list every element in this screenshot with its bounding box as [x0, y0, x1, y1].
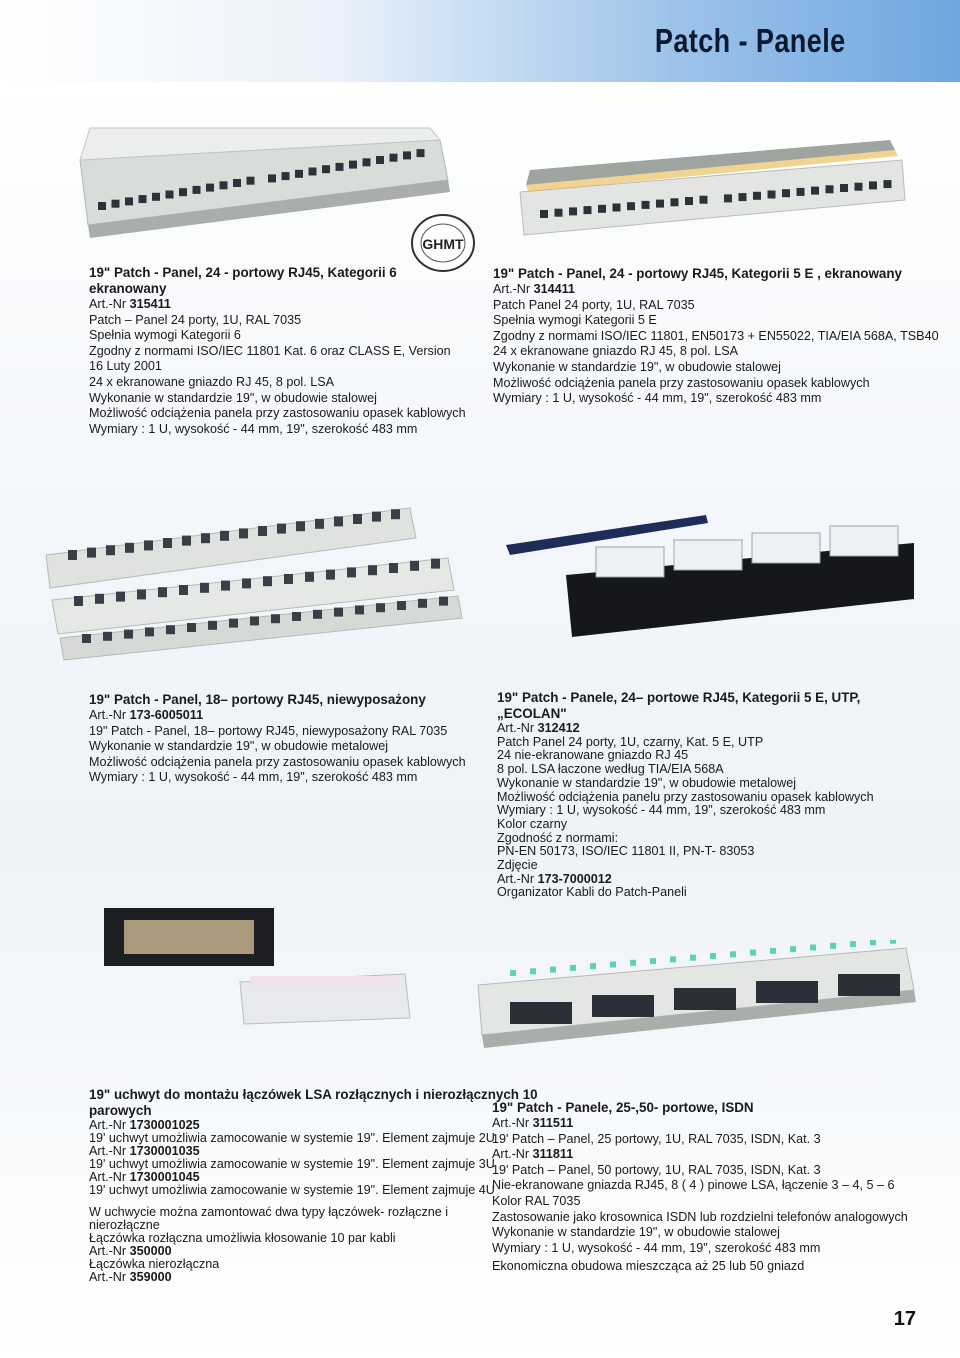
rj45-port	[598, 205, 606, 213]
status-led	[650, 958, 656, 964]
rj45-port	[390, 154, 398, 162]
lsa-module	[752, 533, 820, 563]
rj45-port	[403, 151, 411, 159]
spec-line: 8 pol. LSA łaczone według TIA/EIA 568A	[497, 762, 724, 777]
spec-line: Spełnia wymogi Kategorii 5 E	[493, 313, 657, 328]
spec-line: Zgodność z normami:	[497, 830, 619, 845]
spec-line: Zgodny z normami ISO/IEC 11801, EN50173 + EN55022, TIA/EIA 568A, TSB40	[493, 328, 939, 343]
keystone-slot	[334, 516, 343, 526]
keystone-slot	[74, 596, 83, 606]
rj45-port	[193, 186, 201, 194]
rj45-port	[753, 192, 761, 200]
keystone-slot	[166, 625, 175, 634]
spec-line: Łączówka nierozłączna	[89, 1257, 220, 1272]
status-led	[610, 962, 616, 968]
lsa-module	[830, 526, 898, 556]
spec-line: 24 nie-ekranowane gniazdo RJ 45	[497, 748, 689, 763]
keystone-slot	[389, 563, 398, 573]
spec-line: Możliwość odciążenia panelu przy zastosowaniu opasek kablowych	[497, 789, 874, 804]
status-led	[850, 941, 856, 947]
rj45-port	[840, 184, 848, 192]
status-led	[550, 967, 556, 973]
status-led	[710, 953, 716, 959]
rj45-port	[627, 202, 635, 210]
spec-line: 19" Patch - Panel, 18– portowy RJ45, niewyposażony RAL 7035	[89, 723, 448, 738]
keystone-slot	[284, 574, 293, 584]
rj45-port-group	[838, 974, 900, 996]
product-block-173-6005011	[89, 692, 466, 786]
keystone-slot	[271, 614, 280, 623]
lsa-module	[674, 540, 742, 570]
rj45-port	[282, 172, 290, 180]
rj45-port	[309, 168, 317, 176]
product-block-315411	[89, 265, 466, 437]
keystone-slot	[87, 548, 96, 558]
product-title: 19" Patch - Panel, 24 - portowy RJ45, Kategorii 5 E , ekranowany	[493, 266, 902, 281]
status-led	[570, 965, 576, 971]
keystone-slot	[158, 587, 167, 597]
rj45-port	[152, 193, 160, 201]
product-image-ecolan-panel	[496, 505, 920, 645]
keystone-slot	[353, 514, 362, 524]
rj45-port-group	[592, 995, 654, 1017]
keystone-slot	[163, 538, 172, 548]
keystone-slot	[418, 599, 427, 608]
rj45-port	[336, 163, 344, 171]
spec-line: Możliwość odciążenia panela przy zastosowaniu opasek kablowych	[493, 375, 870, 390]
spec-line: Możliwość odciążenia panela przy zastosowaniu opasek kablowych	[89, 406, 466, 421]
product-image-lsa-holder	[100, 900, 430, 1030]
rj45-port	[569, 207, 577, 215]
keystone-slot	[239, 528, 248, 538]
spec-line: Wymiary : 1 U, wysokość - 44 mm, 19", szerokość 483 mm	[89, 421, 418, 436]
spec-line: Patch – Panel 24 porty, 1U, RAL 7035	[89, 312, 302, 327]
spec-line: Możliwość odciążenia panela przy zastosowaniu opasek kablowych	[89, 754, 466, 769]
rj45-port	[739, 193, 747, 201]
keystone-slot	[250, 616, 259, 625]
keystone-slot	[431, 559, 440, 569]
keystone-slot	[200, 583, 209, 593]
product-image-cat5e-panel	[510, 130, 910, 245]
product-block-312412	[497, 690, 874, 900]
spec-line: Kolor RAL 7035	[492, 1193, 581, 1208]
keystone-slot	[187, 623, 196, 632]
product-image-isdn-panel	[470, 940, 920, 1055]
spec-line: 19' uchwyt umożliwia zamocowanie w systemie 19". Element zajmuje 2U	[89, 1130, 495, 1145]
rj45-port	[797, 188, 805, 196]
rj45-port	[206, 184, 214, 192]
spec-line: Wymiary : 1 U, wysokość - 44 mm, 19", szerokość 483 mm	[493, 391, 822, 406]
rj45-port	[685, 197, 693, 205]
rj45-port	[884, 180, 892, 188]
product-block-isdn	[492, 1100, 908, 1275]
article-number: Art.-Nr 314411	[493, 282, 575, 296]
spec-line: 24 x ekranowane gniazdo RJ 45, 8 pol. LSA	[89, 374, 335, 389]
product-block-314411	[493, 266, 939, 407]
rj45-port	[376, 156, 384, 164]
keystone-slot	[208, 621, 217, 630]
article-number: Art.-Nr 312412	[497, 721, 580, 735]
keystone-slot	[313, 610, 322, 619]
keystone-slot	[368, 565, 377, 575]
keystone-slot	[439, 597, 448, 606]
spec-line: 24 x ekranowane gniazdo RJ 45, 8 pol. LSA	[493, 344, 739, 359]
status-led	[670, 956, 676, 962]
article-number: Art.-Nr 359000	[89, 1269, 172, 1284]
keystone-slot	[277, 524, 286, 534]
status-led	[830, 943, 836, 949]
product-title: 19" uchwyt do montażu łączówek LSA rozłącznych i nierozłącznych 10	[89, 1087, 538, 1102]
article-number: Art.-Nr 173-6005011	[89, 708, 204, 722]
keystone-slot	[391, 509, 400, 519]
product-title-cont: parowych	[89, 1103, 152, 1118]
spec-line: Wykonanie w standardzie 19", w obudowie metalowej	[89, 739, 389, 754]
status-led	[810, 945, 816, 951]
status-led	[790, 946, 796, 952]
rj45-port	[700, 196, 708, 204]
rj45-port	[363, 158, 371, 166]
keystone-slot	[182, 536, 191, 546]
rj45-port	[555, 209, 563, 217]
article-number: Art.-Nr 311811	[492, 1147, 574, 1162]
page-number: 17	[893, 1308, 916, 1330]
keystone-slot	[305, 572, 314, 582]
status-led	[870, 940, 876, 945]
rj45-port-group	[674, 988, 736, 1010]
product-block-lsa-holder	[89, 1087, 538, 1284]
spec-line: nierozłączne	[89, 1218, 160, 1233]
article-number: Art.-Nr 350000	[89, 1244, 172, 1259]
status-led	[530, 968, 536, 974]
keystone-slot	[220, 531, 229, 541]
spec-line: Łączówka rozłączna umożliwia kłosowanie 10 par kabli	[89, 1231, 396, 1246]
spec-line: Patch Panel 24 porty, 1U, czarny, Kat. 5 E, UTP	[497, 734, 764, 749]
rj45-port	[724, 194, 732, 202]
spec-line: PN-EN 50173, ISO/IEC 11801 II, PN-T- 83053	[497, 844, 755, 859]
keystone-slot	[95, 594, 104, 604]
spec-line: 16 Luty 2001	[89, 359, 162, 374]
keystone-slot	[125, 543, 134, 553]
rj45-port	[268, 174, 276, 182]
article-number: Art.-Nr 315411	[89, 297, 171, 311]
keystone-slot	[229, 619, 238, 628]
keystone-slot	[355, 605, 364, 614]
rj45-port	[656, 200, 664, 208]
keystone-slot	[296, 521, 305, 531]
keystone-slot	[201, 533, 210, 543]
rj45-port	[768, 191, 776, 199]
spec-line: 19' uchwyt umożliwia zamocowanie w systemie 19". Element zajmuje 4U	[89, 1182, 495, 1197]
rj45-port	[125, 197, 133, 205]
spec-line: Wykonanie w standardzie 19", w obudowie stalowej	[493, 359, 781, 374]
rj45-port	[98, 202, 106, 210]
spec-line: Nie-ekranowane gniazda RJ45, 8 ( 4 ) pinowe LSA, łączenie 3 – 4, 5 – 6	[492, 1178, 895, 1193]
product-image-18port-panel	[38, 500, 468, 670]
keystone-slot	[103, 632, 112, 641]
product-image-cat6-panel	[70, 120, 460, 250]
keystone-slot	[334, 608, 343, 617]
keystone-slot	[263, 576, 272, 586]
page-title: Patch - Panele	[655, 22, 846, 59]
lsa-module	[596, 547, 664, 577]
article-number: Art.-Nr 1730001035	[89, 1143, 200, 1158]
article-number: Art.-Nr 311511	[492, 1116, 574, 1130]
keystone-slot	[124, 630, 133, 639]
spec-line: Wymiary : 1 U, wysokość - 44 mm, 19", szerokość 483 mm	[497, 803, 826, 818]
keystone-slot	[68, 550, 77, 560]
keystone-slot	[145, 627, 154, 636]
keystone-slot	[144, 540, 153, 550]
rj45-port	[811, 187, 819, 195]
spec-line: Wykonanie w standardzie 19", w obudowie stalowej	[492, 1225, 780, 1240]
article-number: Art.-Nr 1730001025	[89, 1118, 200, 1132]
rj45-port	[322, 165, 330, 173]
spec-line: Ekonomiczna obudowa mieszcząca aż 25 lub 50 gniazd	[492, 1259, 805, 1274]
keystone-slot	[116, 592, 125, 602]
rj45-port	[220, 181, 228, 189]
status-led	[630, 960, 636, 966]
rj45-port	[179, 188, 187, 196]
status-led	[770, 948, 776, 954]
product-title: 19" Patch - Panele, 24– portowe RJ45, Kategorii 5 E, UTP,	[497, 690, 861, 705]
rj45-port-group	[756, 981, 818, 1003]
keystone-slot	[347, 567, 356, 577]
product-title-cont: ekranowany	[89, 281, 167, 296]
spec-line: Wymiary : 1 U, wysokość - 44 mm, 19", szerokość 483 mm	[89, 770, 418, 785]
spec-line: Zastosowanie jako krosownica ISDN lub rozdzielni telefonów analogowych	[492, 1209, 908, 1224]
keystone-slot	[106, 545, 115, 555]
rj45-port-group	[510, 1002, 572, 1024]
rj45-port	[139, 195, 147, 203]
rj45-port	[671, 198, 679, 206]
rj45-port	[869, 181, 877, 189]
keystone-slot	[372, 512, 381, 522]
status-led	[510, 970, 516, 976]
spec-line: Spełnia wymogi Kategorii 6	[89, 328, 241, 343]
keystone-slot	[376, 603, 385, 612]
rj45-port	[112, 200, 120, 208]
keystone-slot	[242, 578, 251, 588]
keystone-slot	[410, 561, 419, 571]
keystone-slot	[179, 585, 188, 595]
spec-line: Organizator Kabli do Patch-Paneli	[497, 885, 687, 900]
spec-line: Wykonanie w standardzie 19", w obudowie metalowej	[497, 775, 797, 790]
keystone-slot	[82, 634, 91, 643]
spec-line: Wykonanie w standardzie 19", w obudowie stalowej	[89, 390, 377, 405]
rj45-port	[826, 185, 834, 193]
keystone-slot	[258, 526, 267, 536]
keystone-slot	[292, 612, 301, 621]
spec-line: Patch Panel 24 porty, 1U, RAL 7035	[493, 297, 695, 312]
spec-line: 19' uchwyt umożliwia zamocowanie w systemie 19". Element zajmuje 3U	[89, 1156, 495, 1171]
article-number: Art.-Nr 173-7000012	[497, 871, 612, 886]
spec-line: 19' Patch – Panel, 25 portowy, 1U, RAL 7035, ISDN, Kat. 3	[492, 1131, 821, 1146]
rj45-port	[233, 179, 241, 187]
rj45-port	[613, 204, 621, 212]
spec-line: W uchwycie można zamontować dwa typy łączówek- rozłączne i	[89, 1205, 449, 1220]
logo-text: GHMT	[422, 236, 464, 252]
status-led	[890, 940, 896, 944]
product-title: 19" Patch - Panel, 24 - portowy RJ45, Kategorii 6	[89, 265, 397, 280]
rj45-port	[349, 161, 357, 169]
rj45-port	[247, 177, 255, 185]
keystone-slot	[397, 601, 406, 610]
product-title: 19" Patch - Panele, 25-,50- portowe, ISDN	[492, 1100, 754, 1115]
status-led	[590, 963, 596, 969]
rj45-port	[295, 170, 303, 178]
keystone-slot	[137, 589, 146, 599]
keystone-slot	[326, 570, 335, 580]
rj45-port	[584, 206, 592, 214]
rj45-port	[782, 189, 790, 197]
status-led	[750, 950, 756, 956]
rj45-port	[417, 149, 425, 157]
spec-line: Zdjęcie	[497, 858, 538, 873]
keystone-slot	[315, 519, 324, 529]
article-number: Art.-Nr 1730001045	[89, 1169, 200, 1184]
rj45-port	[642, 201, 650, 209]
rj45-port	[540, 210, 548, 218]
product-title-cont: „ECOLAN"	[497, 706, 567, 721]
spec-line: Wymiary : 1 U, wysokość - 44 mm, 19", szerokość 483 mm	[492, 1240, 821, 1255]
rj45-port	[855, 183, 863, 191]
status-led	[690, 955, 696, 961]
keystone-slot	[221, 581, 230, 591]
spec-line: 19' Patch – Panel, 50 portowy, 1U, RAL 7035, ISDN, Kat. 3	[492, 1162, 821, 1177]
spec-line: Kolor czarny	[497, 816, 567, 831]
spec-line: Zgodny z normami ISO/IEC 11801 Kat. 6 oraz CLASS E, Version	[89, 343, 451, 358]
rj45-port	[166, 191, 174, 199]
status-led	[730, 951, 736, 957]
product-title: 19" Patch - Panel, 18– portowy RJ45, niewyposażony	[89, 692, 426, 707]
